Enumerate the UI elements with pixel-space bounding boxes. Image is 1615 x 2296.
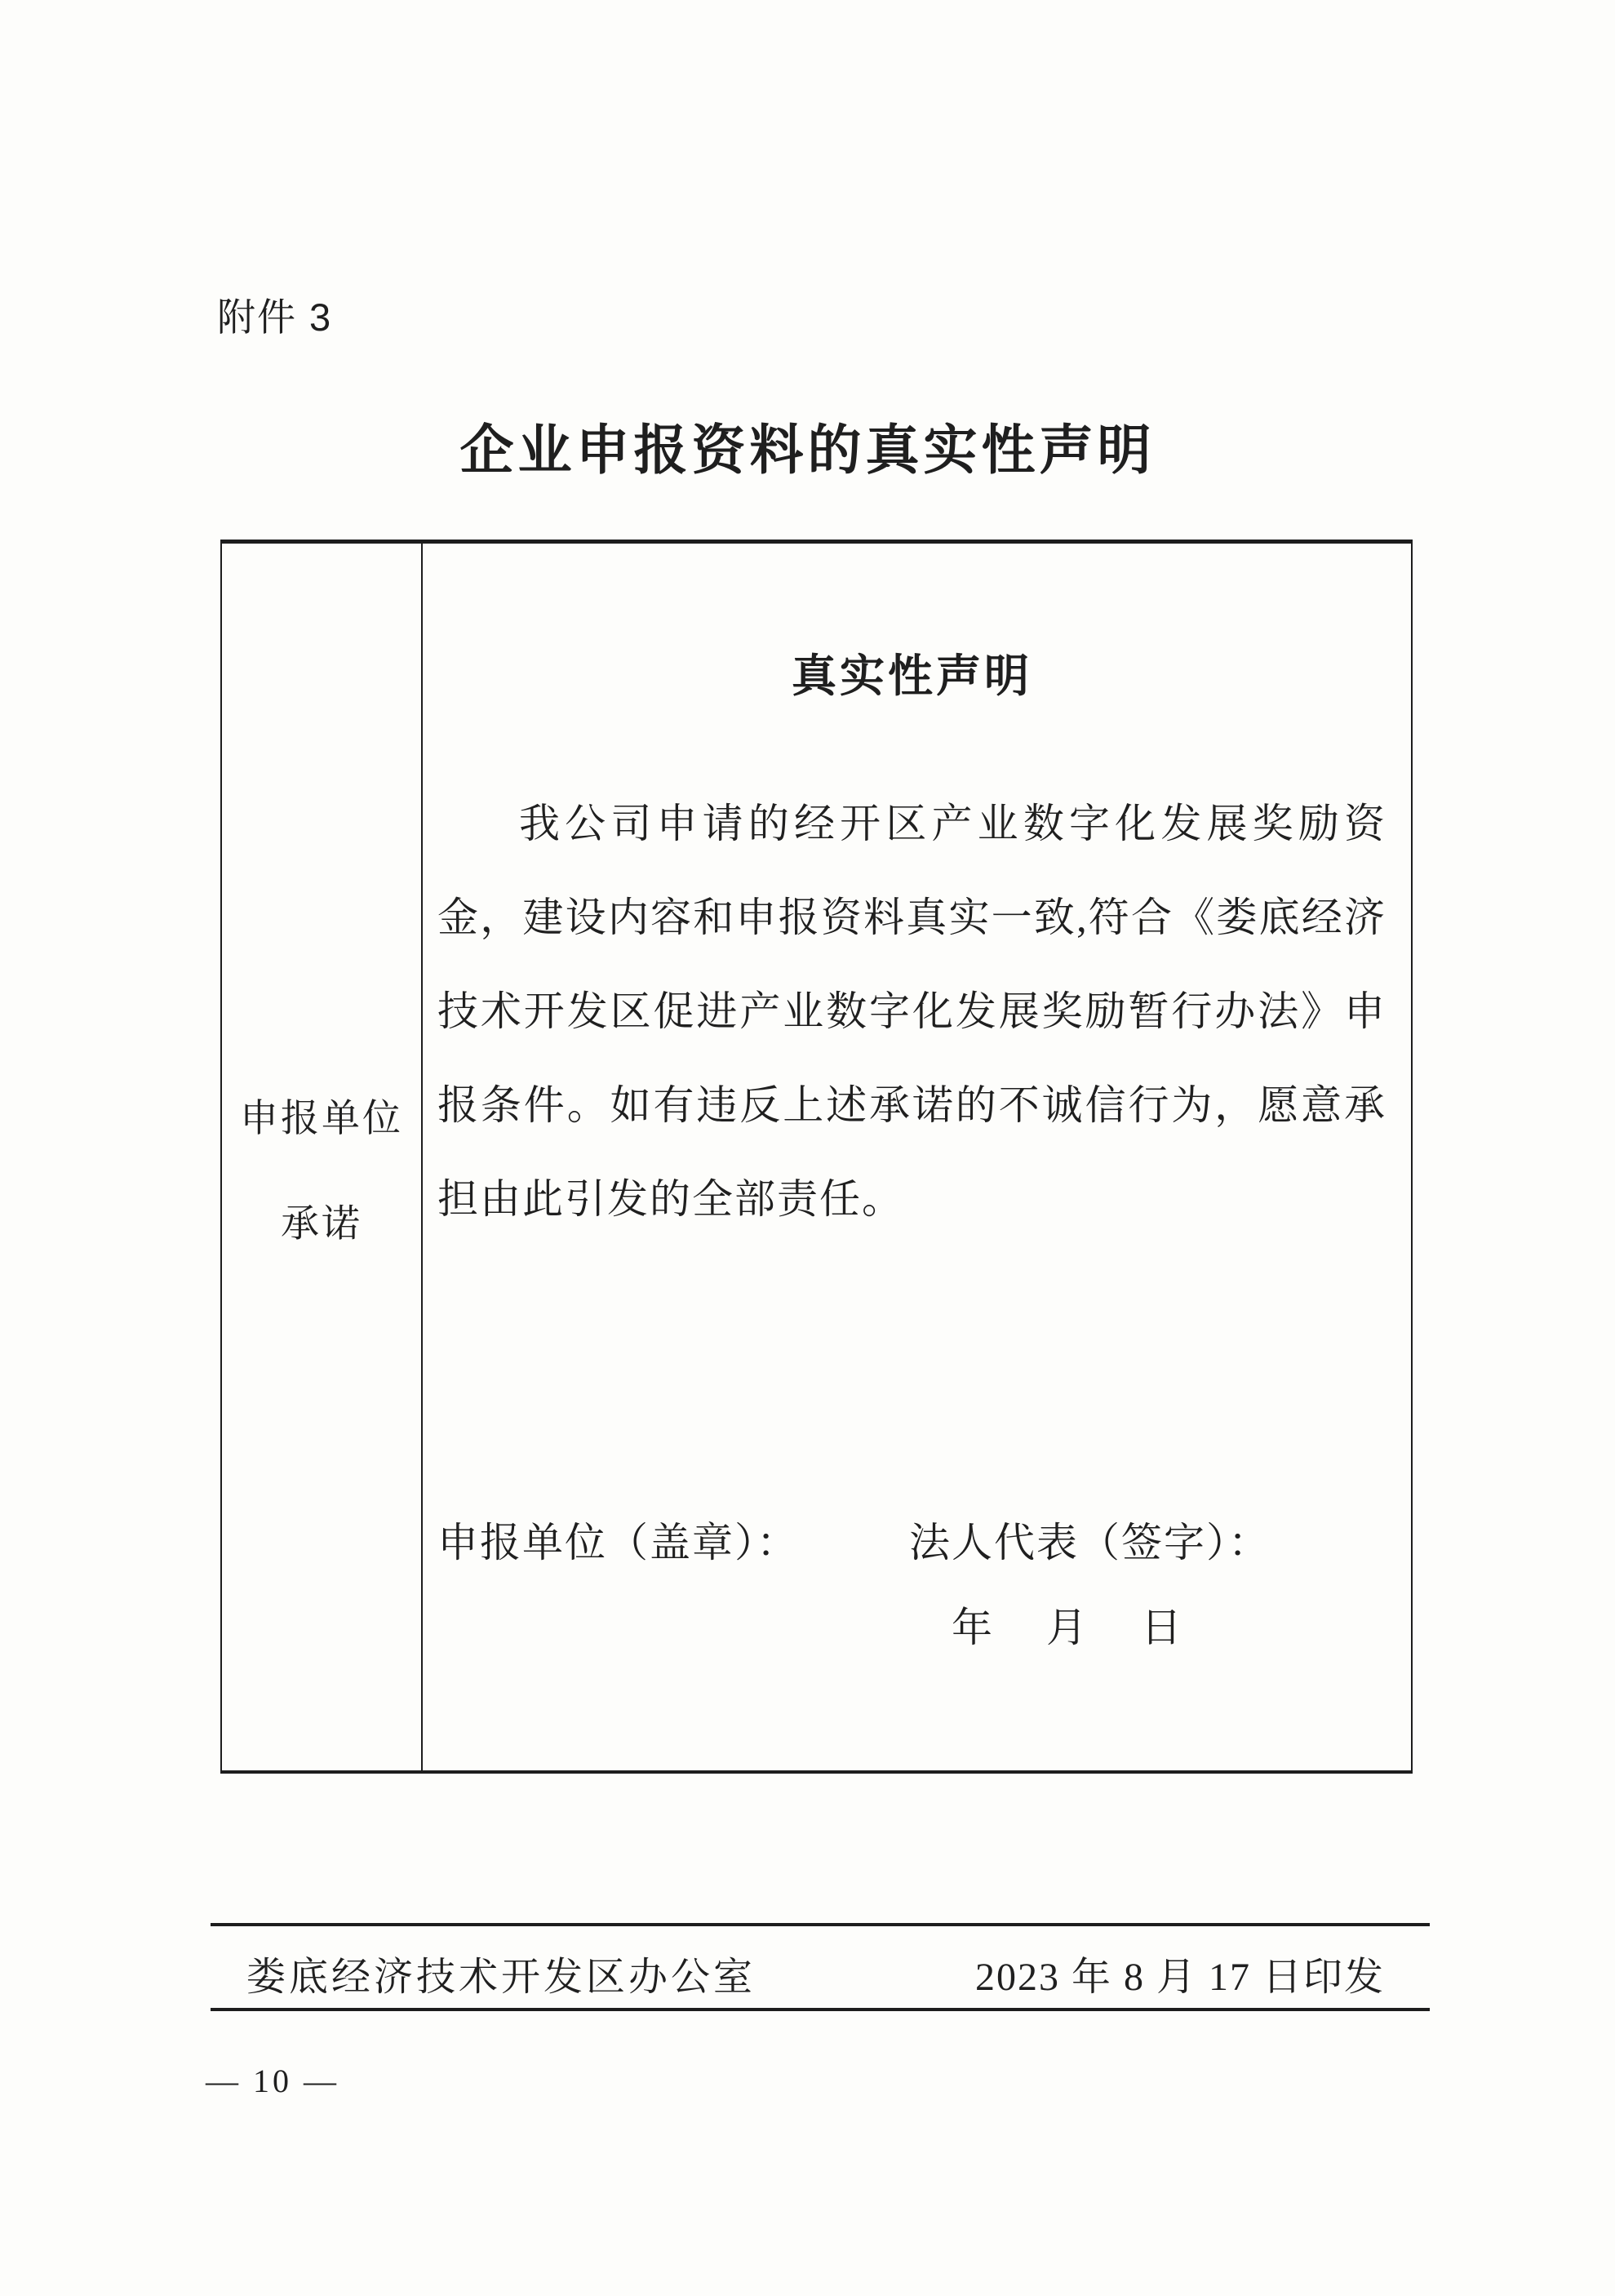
statement-table (220, 540, 1413, 1774)
footer-rule-bottom (211, 2008, 1430, 2011)
statement-line: 报条件。如有违反上述承诺的不诚信行为，愿意承 (437, 1082, 1387, 1128)
seal-label: 申报单位（盖章）： (437, 1520, 799, 1565)
footer-row (211, 1945, 1430, 2001)
date-placeholder: 年 月 日 (952, 1605, 1188, 1650)
page-number: — 10 — (206, 2063, 339, 2099)
table-row-header-cell (222, 544, 423, 1770)
attachment-label: 附件 3 (217, 295, 333, 339)
footer-issuer: 娄底经济技术开发区办公室 (246, 1956, 756, 1999)
statement-line: 我公司申请的经开区产业数字化发展奖励资 (519, 801, 1387, 846)
statement-paragraph (437, 777, 1387, 1246)
statement-heading: 真实性声明 (791, 651, 1032, 701)
footer-rule-top (211, 1923, 1430, 1926)
statement-line: 担由此引发的全部责任。 (437, 1176, 904, 1222)
table-content-cell (423, 544, 1411, 1770)
signature-row (437, 1510, 1387, 1569)
statement-line: 技术开发区促进产业数字化发展奖励暂行办法》申 (437, 988, 1387, 1034)
row-header-line2: 承诺 (281, 1202, 362, 1246)
footer-print-date: 2023 年 8 月 17 日印发 (974, 1956, 1385, 1999)
document-title: 企业申报资料的真实性声明 (459, 421, 1156, 481)
row-header-line1: 申报单位 (240, 1097, 403, 1140)
statement-line: 金，建设内容和申报资料真实一致,符合《娄底经济 (437, 895, 1387, 940)
signature-label: 法人代表（签字）： (909, 1520, 1271, 1565)
